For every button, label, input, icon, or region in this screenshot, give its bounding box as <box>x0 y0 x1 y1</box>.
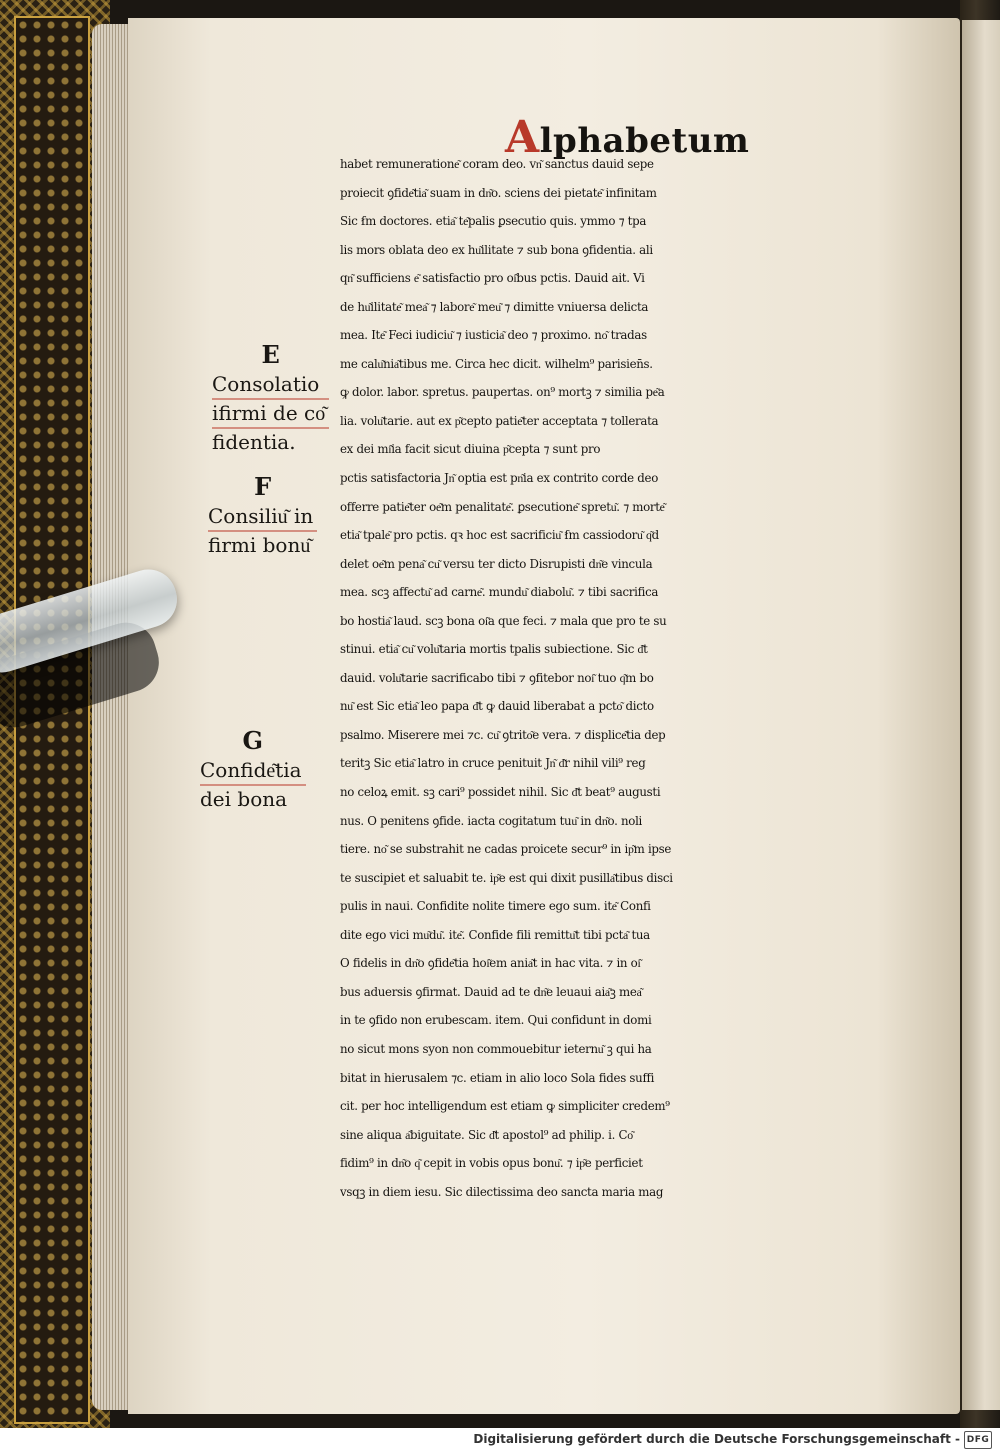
margin-note-line: ifirmi de co͂ <box>212 400 329 429</box>
text-line: mea. scꝫ affectu͂ ad carne͂. mundu͂ diabolu͂. ⁊ tibi sacrifica <box>340 585 659 600</box>
text-line: dauid. volu͂tarie sacrificabo tibi ⁊ ꝯfitebor noi͂ tuo q͂m bo <box>340 670 654 685</box>
text-line: fidim⁹ in dn͂o q͂ cepit in vobis opus bonu͂. ⁊ ip͂e perficiet <box>340 1156 643 1171</box>
text-line: bus aduersis ꝯfirmat. Dauid ad te dn͂e leuaui aia͂ꝫ mea͂ <box>340 984 642 999</box>
text-line: qn͂ sufficiens e͂ satisfactio pro oi͂bus pctis. Dauid ait. Vi <box>340 271 645 286</box>
text-line: ꝙ dolor. labor. spretus. paupertas. on⁹ mortꝫ ⁊ similia pe͂a <box>340 385 665 400</box>
margin-note-letter: F <box>254 472 272 501</box>
text-line: nu͂ est Sic etia͂ leo papa d͂t ꝙ dauid liberabat a pcto͂ dicto <box>340 699 654 714</box>
text-line: me calu͂nia͂tibus me. Circa hec dicit. wilhelm⁹ parisien̄s. <box>340 356 653 371</box>
margin-note-letter: E <box>261 340 280 369</box>
text-line: bo hostia͂ laud. scꝫ bona oi͂a que feci. ⁊ mala que pro te su <box>340 613 667 628</box>
text-line: tiere. no͂ se substrahit ne cadas proicete secur⁹ in ip͂m ipse <box>340 842 672 857</box>
text-line: te suscipiet et saluabit te. ip͂e est qui dixit pusilla͂tibus disci <box>340 870 673 885</box>
margin-note-g <box>200 726 306 813</box>
text-line: etia͂ tpale͂ pro pctis. qꝛ hoc est sacrificiu͂ ẜm cassiodoru͂ q͂d <box>340 528 659 543</box>
text-line: in te ꝯfido non erubescam. item. Qui confidunt in domi <box>340 1013 652 1028</box>
text-line: sine aliqua a͂biguitate. Sic d͂t apostol⁹ ad philip. i. Co͂ <box>340 1127 633 1142</box>
text-line: cit. per hoc intelligendum est etiam ꝙ simpliciter credem⁹ <box>340 1099 670 1114</box>
text-line: dite ego vici mu͂du͂. ite͂. Confide fili remittu͂t tibi pcta͂ tua <box>340 927 650 942</box>
dfg-logo: DFG <box>964 1431 992 1449</box>
text-line: stinui. etia͂ cu͂ volu͂taria mortis tpalis subiectione. Sic d͂t <box>340 642 648 657</box>
facing-page-edge <box>962 20 1000 1410</box>
margin-note-e <box>212 340 329 456</box>
text-line: no celoꝝ emit. sꝫ cari⁹ possidet nihil. Sic d͂t beat⁹ augusti <box>340 785 661 800</box>
text-line: O fidelis in dn͂o ꝯfide͂tia hoi͂em ania͂t in hac vita. ⁊ in oi͂ <box>340 956 641 971</box>
margin-note-line: Confide͂tia <box>200 757 306 786</box>
main-text-column <box>340 150 940 1206</box>
heading-rest: lphabetum <box>539 121 750 161</box>
text-line: pulis in naui. Confidite nolite timere ego sum. ite͂ Confi <box>340 899 651 914</box>
margin-note-line: fidentia. <box>212 430 296 454</box>
text-line: mea. Ite͂ Feci iudiciu͂ ⁊ iusticia͂ deo ⁊ proximo. no͂ tradas <box>340 328 647 343</box>
text-line: teritꝫ Sic etia͂ latro in cruce penituit Jn͂ d͂r nihil vili⁹ reg <box>340 756 646 771</box>
text-line: proiecit ꝯfide͂tia͂ suam in dn͂o. sciens dei pietate͂ infinitam <box>340 185 657 200</box>
text-line: delet oe͂m pena͂ cu͂ versu ter dicto Disrupisti dn͂e vincula <box>340 556 653 571</box>
margin-note-letter: G <box>242 726 264 755</box>
text-line: no sicut mons syon non commouebitur ieternu͂ ꝫ qui ha <box>340 1041 652 1056</box>
rubric-initial: A <box>505 112 540 163</box>
text-line: lia. volu͂tarie. aut ex p͂cepto patie͂ter acceptata ⁊ tollerata <box>340 413 659 428</box>
text-line: psalmo. Miserere mei ⁊c. cu͂ ꝯtrito͂e vera. ⁊ displice͂tia dep <box>340 727 666 742</box>
margin-note-f <box>208 472 317 559</box>
margin-note-line: Consiliu͂ in <box>208 503 317 532</box>
text-line: habet remuneratione͂ coram deo. vn͂ sanctus dauid sepe <box>340 157 654 171</box>
text-line: lis mors oblata deo ex hu͂ilitate ⁊ sub bona ꝯfidentia. ali <box>340 242 653 257</box>
text-line: Sic ẜm doctores. etia͂ te͂palis ꝑsecutio quis. ymmo ⁊ tpa <box>340 214 647 229</box>
text-line: bitat in hierusalem ⁊c. etiam in alio loco Sola fides suffi <box>340 1070 655 1085</box>
text-line: pctis satisfactoria Jn͂ optia est pn͂ia ex contrito corde deo <box>340 471 659 486</box>
text-line: nus. O penitens ꝯfide. iacta cogitatum tuu͂ in dn͂o. noli <box>340 813 643 828</box>
text-line: offerre patie͂ter oe͂m penalitate͂. ꝑsecutione͂ spretu͂. ⁊ morte͂ <box>340 499 665 514</box>
funding-credit: Digitalisierung gefördert durch die Deutsche Forschungsgemeinschaft - <box>473 1432 960 1446</box>
margin-note-line: dei bona <box>200 787 288 811</box>
text-line: vsqꝫ in diem iesu. Sic dilectissima deo sancta maria mag <box>340 1184 664 1199</box>
margin-note-line: firmi bonu͂ <box>208 533 311 557</box>
text-line: de hu͂ilitate͂ mea͂ ⁊ labore͂ meu͂ ⁊ dimitte vniuersa delicta <box>340 299 649 314</box>
margin-note-line: Consolatio <box>212 371 329 400</box>
text-line: ex dei mi͂ia facit sicut diuina p͂cepta ⁊ sunt pro <box>340 442 601 457</box>
